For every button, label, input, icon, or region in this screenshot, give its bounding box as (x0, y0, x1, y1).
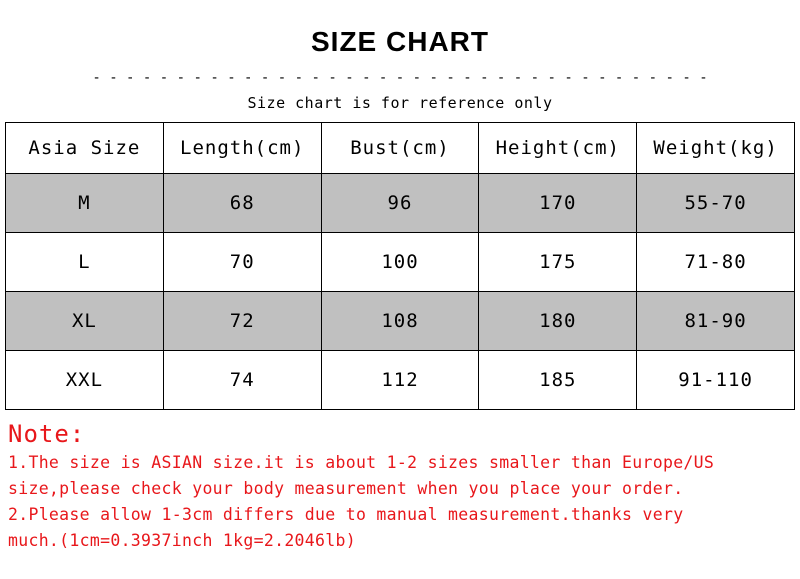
cell-weight: 55-70 (637, 174, 795, 233)
size-chart-table (5, 122, 795, 410)
column-header-height: Height(cm) (479, 123, 637, 174)
cell-bust: 108 (321, 292, 479, 351)
column-header-bust: Bust(cm) (321, 123, 479, 174)
column-header-weight: Weight(kg) (637, 123, 795, 174)
cell-height: 185 (479, 351, 637, 410)
note-line: size,please check your body measurement when you place your order. (8, 479, 684, 498)
note-body (8, 450, 800, 554)
subtitle: Size chart is for reference only (247, 94, 553, 112)
cell-size: M (6, 174, 164, 233)
cell-weight: 91-110 (637, 351, 795, 410)
page-title: SIZE CHART (311, 26, 489, 57)
cell-size: L (6, 233, 164, 292)
cell-bust: 112 (321, 351, 479, 410)
table-row (6, 233, 795, 292)
note-title: Note: (8, 420, 86, 448)
table-row (6, 174, 795, 233)
cell-bust: 96 (321, 174, 479, 233)
note-line: 2.Please allow 1-3cm differs due to manual measurement.thanks very (8, 505, 684, 524)
dashed-divider: - - - - - - - - - - - - - - - - - - - - - - - - - - - - - - - - - - - - - (92, 70, 708, 86)
note-line: 1.The size is ASIAN size.it is about 1-2 sizes smaller than Europe/US (8, 453, 715, 472)
table-header-row (6, 123, 795, 174)
column-header-asia-size: Asia Size (6, 123, 164, 174)
cell-weight: 81-90 (637, 292, 795, 351)
cell-weight: 71-80 (637, 233, 795, 292)
cell-size: XXL (6, 351, 164, 410)
cell-length: 70 (163, 233, 321, 292)
cell-length: 74 (163, 351, 321, 410)
table-row (6, 292, 795, 351)
cell-height: 175 (479, 233, 637, 292)
column-header-length: Length(cm) (163, 123, 321, 174)
table-row (6, 351, 795, 410)
cell-height: 170 (479, 174, 637, 233)
cell-length: 68 (163, 174, 321, 233)
size-chart-page (0, 26, 800, 579)
cell-size: XL (6, 292, 164, 351)
cell-bust: 100 (321, 233, 479, 292)
note-line: much.(1cm=0.3937inch 1kg=2.2046lb) (8, 531, 356, 550)
cell-height: 180 (479, 292, 637, 351)
cell-length: 72 (163, 292, 321, 351)
